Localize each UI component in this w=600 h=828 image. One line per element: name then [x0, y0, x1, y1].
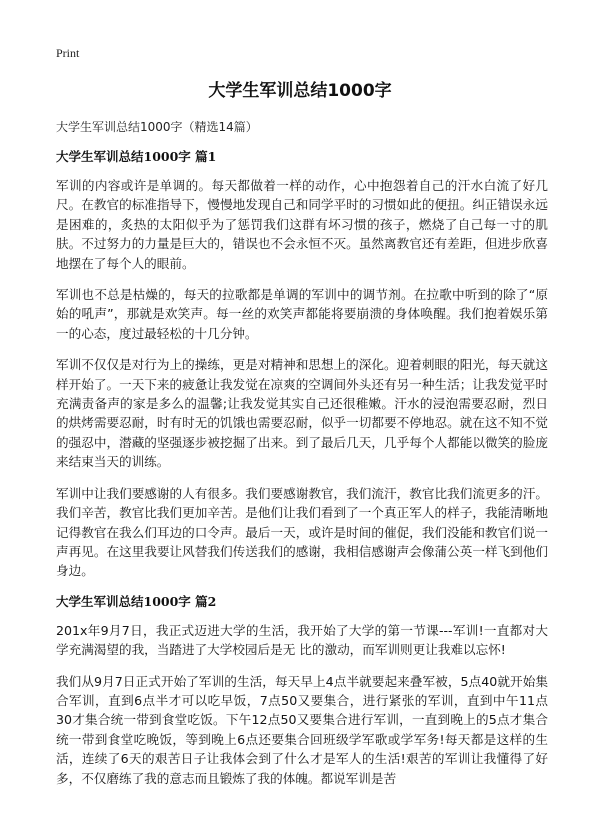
section-1 — [56, 148, 548, 581]
paragraph: 军训中让我们要感谢的人有很多。我们要感谢教官，我们流汗，教官比我们流更多的汗。我们辛苦，教官比我们更加辛苦。是他们让我们看到了一个真正军人的样子，我能清晰地记得教官在我么们耳边的口令声。最后一天，或许是时间的催促，我们没能和教官们说一声再见。在这里我要让风替我们传送我们的感谢，我相信感谢声会像蒲公英一样飞到他们身边。 — [56, 485, 548, 579]
paragraph: 201x年9月7日，我正式迈进大学的生活，我开始了大学的第一节课---军训!一直都对大学充满渴望的我，当踏进了大学校园后是无 比的激动，而军训则更让我难以忘怀! — [56, 622, 548, 658]
paragraph: 军训不仅仅是对行为上的操练，更是对精神和思想上的深化。迎着刺眼的阳光，每天就这样开始了。一天下来的疲惫让我发觉在凉爽的空调间外头还有另一种生活；让我发觉平时充满责备声的家是多么的温馨;让我发觉其实自己还很稚嫩。汗水的浸泡需要忍耐，烈日的烘烤需要忍耐，时有时无的饥饿也需要忍耐，似乎一切都要不停地忍。就在这不知不觉的强忍中，潜藏的坚强逐步被挖掘了出来。到了最后几天，几乎每个人都能以微笑的脸庞来结束当天的训练。 — [56, 357, 548, 470]
document-subtitle: 大学生军训总结1000字（精选14篇） — [56, 120, 258, 134]
section-2 — [56, 593, 548, 788]
document-body — [56, 118, 548, 800]
print-link[interactable]: Print — [56, 46, 80, 60]
section-heading: 大学生军训总结1000字 篇2 — [56, 593, 217, 609]
document-title: 大学生军训总结1000字 — [208, 81, 392, 101]
paragraph: 军训也不总是枯燥的，每天的拉歌都是单调的军训中的调节剂。在拉歌中听到的除了“原始的吼声”，那就是欢笑声。每一丝的欢笑声都能将要崩溃的身体唤醒。我们抱着娱乐第一的心态，度过最轻松的十几分钟。 — [56, 287, 548, 341]
section-heading: 大学生军训总结1000字 篇1 — [56, 149, 217, 164]
paragraph: 军训的内容或许是单调的。每天都做着一样的动作，心中抱怨着自己的汗水白流了好几尺。在教官的标准指导下，慢慢地发现自己和同学平时的习惯如此的便扭。纠正错误永远是困难的，炙热的太阳似乎为了惩罚我们这群有坏习惯的孩子，燃烧了自己每一寸的肌肤。不过努力的力量是巨大的，错误也不会永恒不灭。虽然离教官还有差距，但进步欣喜地摆在了每个人的眼前。 — [56, 178, 548, 271]
paragraph: 我们从9月7日正式开始了军训的生活，每天早上4点半就要起来叠军被，5点40就开始集合军训，直到6点半才可以吃早饭，7点50又要集合，进行紧张的军训，直到中午11点30才集合统一带到食堂吃饭。下午12点50又要集合进行军训，一直到晚上的5点才集合统一带到食堂吃晚饭，等到晚上6点还要集合回班级学军歌或学军务!每天都是这样的生活，连续了6天的艰苦日子让我体会到了什么才是军人的生活!艰苦的军训让我懂得了好多，不仅磨练了我的意志而且锻炼了我的体魄。都说军训是苦 — [56, 673, 548, 786]
